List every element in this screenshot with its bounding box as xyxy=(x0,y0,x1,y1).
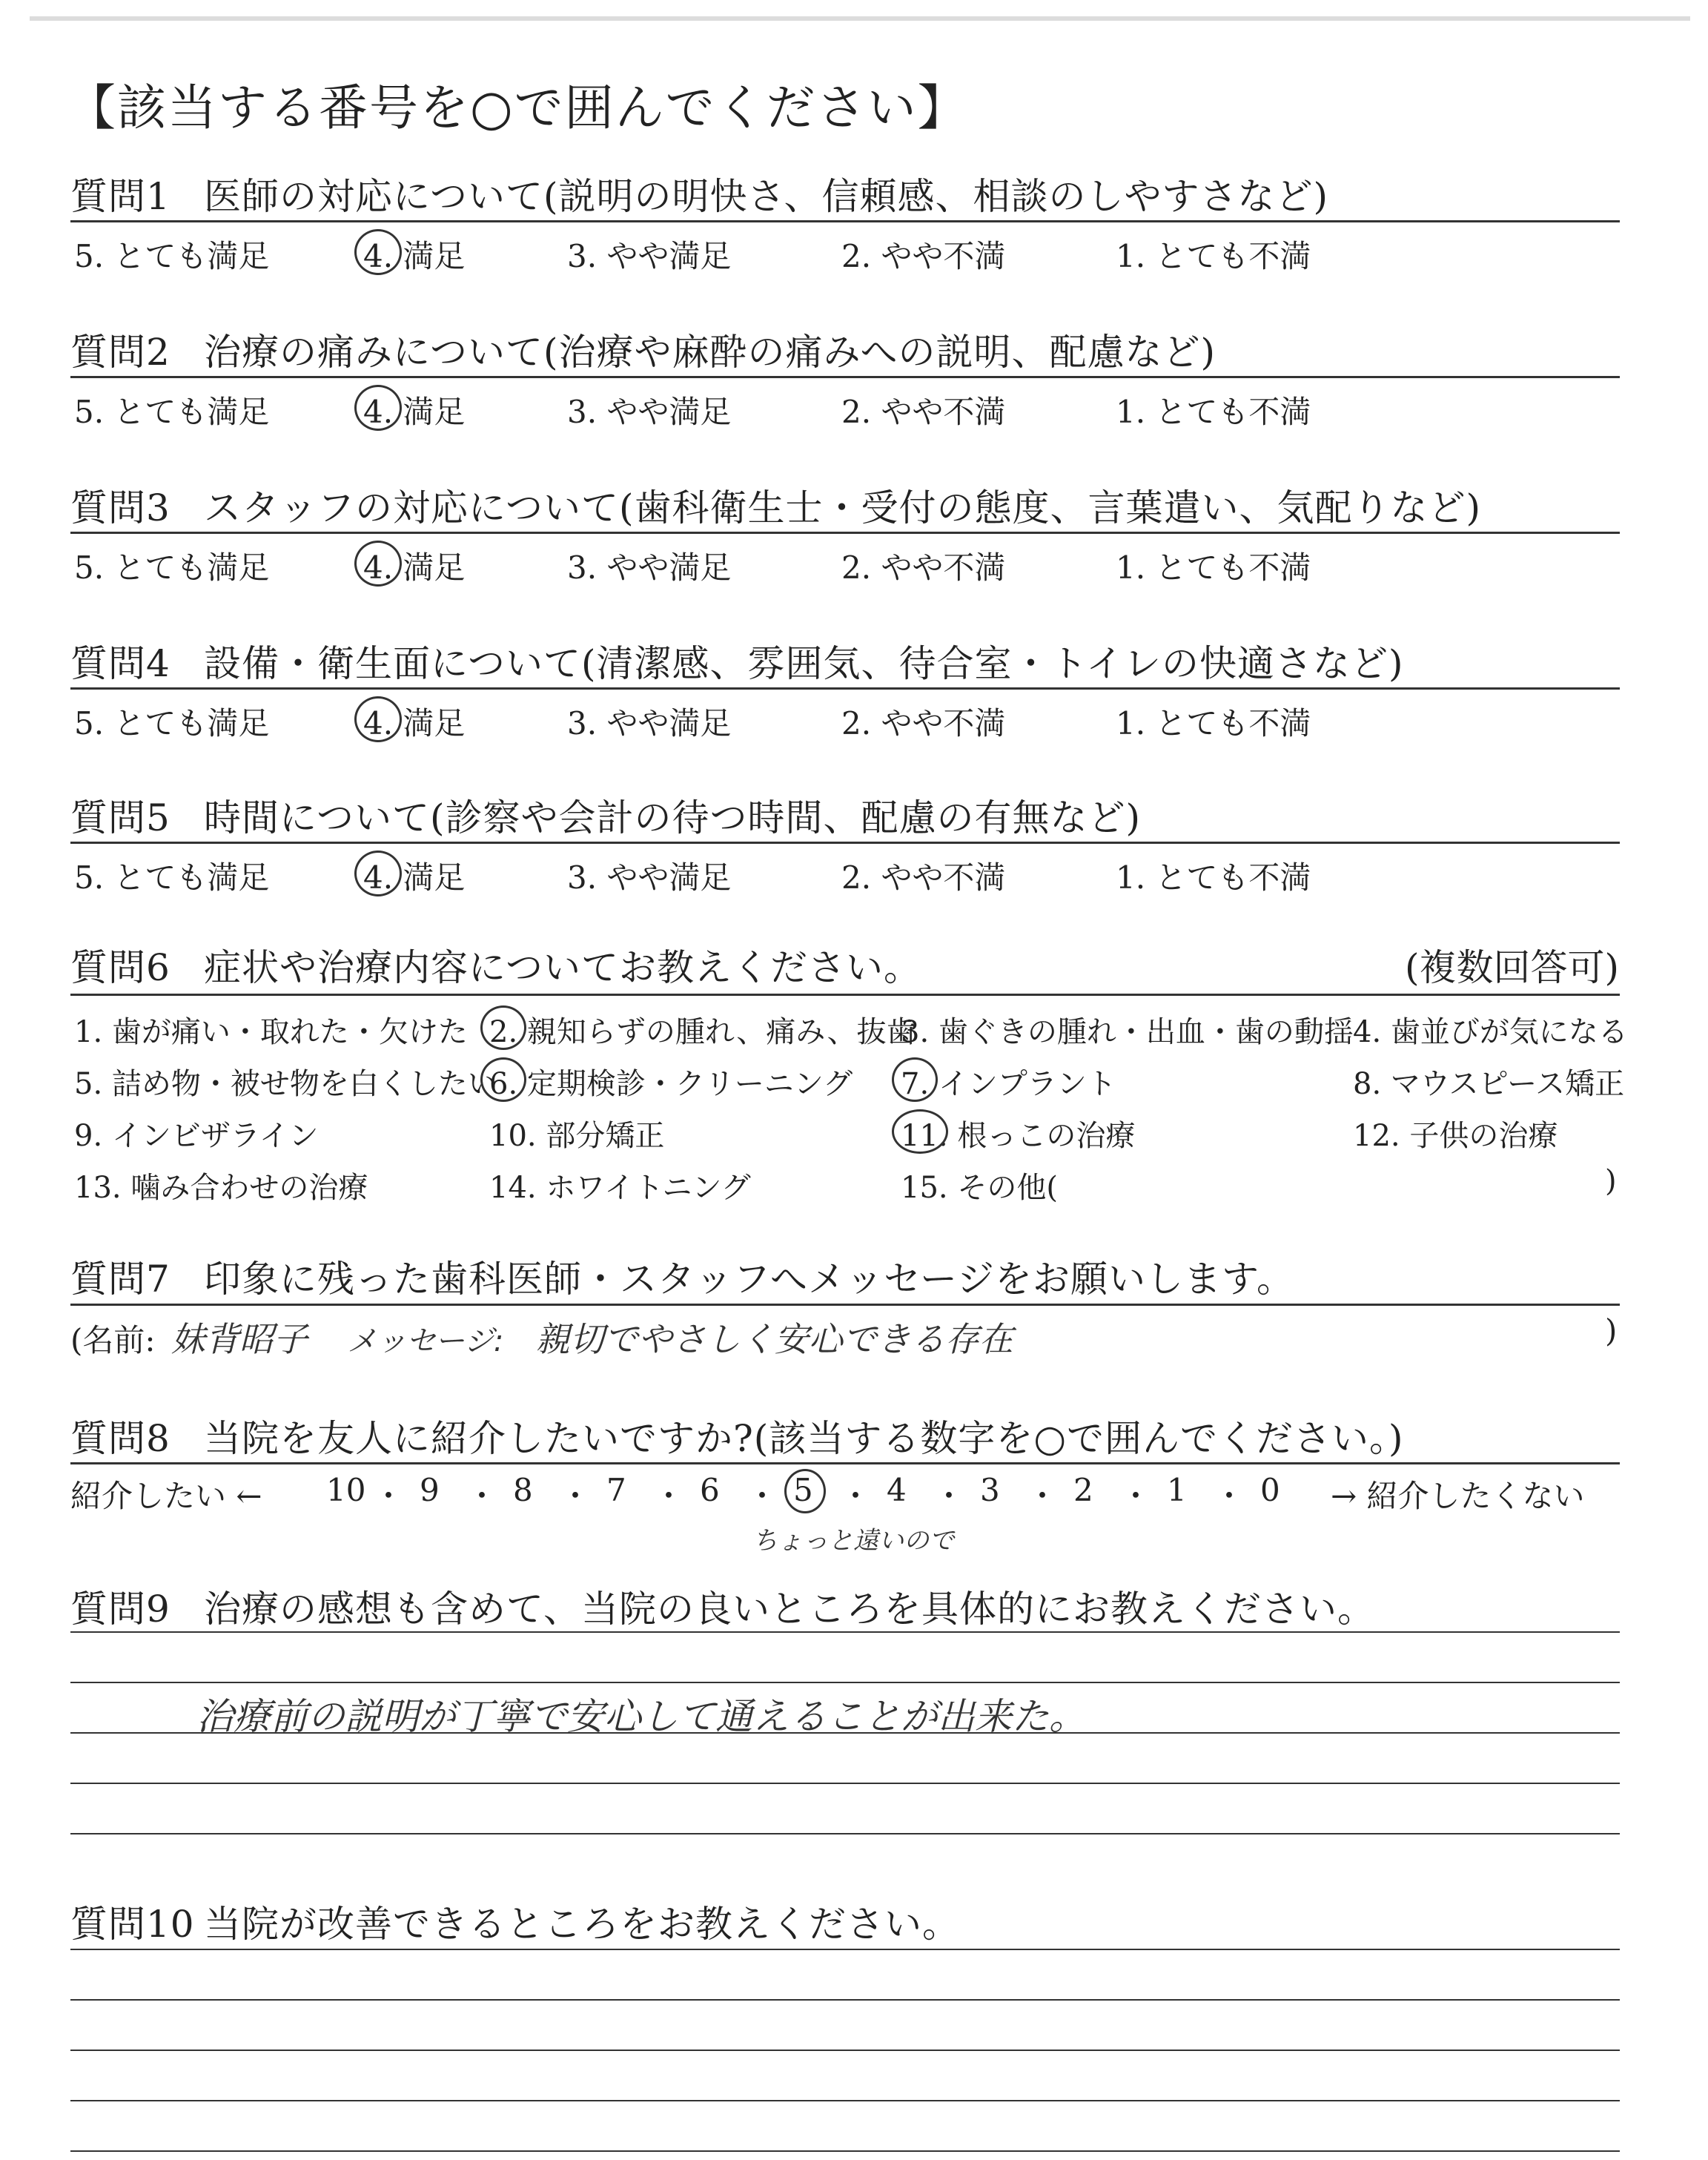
question-number: 質問4 xyxy=(70,642,171,685)
question-text: スタッフの対応について(歯科衛生士・受付の態度、言葉遣い、気配りなど) xyxy=(204,486,1482,529)
question-1 xyxy=(70,167,1328,220)
name-value[interactable]: 妹背昭子 xyxy=(171,1319,308,1359)
question-3 xyxy=(70,478,1481,532)
rating-option[interactable]: 2. やや不満 xyxy=(841,238,1006,274)
rating-option[interactable]: 1. とても不満 xyxy=(1116,238,1311,274)
other-close-paren: ) xyxy=(1605,1164,1617,1198)
answer-line xyxy=(70,1833,1620,1834)
question-rule xyxy=(70,842,1620,844)
question-2 xyxy=(70,323,1216,376)
scale-value[interactable]: 3 xyxy=(980,1472,1000,1508)
rating-option[interactable]: 4. 満足 xyxy=(363,705,466,742)
selected-answer-circle xyxy=(480,1005,526,1050)
symptom-option[interactable]: 8. マウスピース矯正 xyxy=(1353,1067,1625,1101)
name-label: (名前: xyxy=(70,1322,156,1358)
q9-answer[interactable]: 治療前の説明が丁寧で安心して通えることが出来た。 xyxy=(196,1695,1086,1738)
scale-separator: ・ xyxy=(466,1478,498,1514)
symptom-option[interactable]: 12. 子供の治療 xyxy=(1353,1119,1558,1153)
question-text: 時間について(診察や会計の待つ時間、配慮の有無など) xyxy=(204,796,1142,839)
multiple-answer-note: (複数回答可) xyxy=(1404,946,1619,989)
question-number: 質問3 xyxy=(70,486,171,529)
rating-option[interactable]: 3. やや満足 xyxy=(567,705,732,742)
rating-option[interactable]: 5. とても満足 xyxy=(74,238,270,274)
scale-handwritten-note: ちょっと遠いので xyxy=(752,1526,954,1556)
symptom-option[interactable]: 4. 歯並びが気になる xyxy=(1353,1015,1628,1049)
rating-option[interactable]: 4. 満足 xyxy=(363,238,466,274)
question-7-rule xyxy=(70,1304,1620,1306)
rating-option[interactable]: 2. やや不満 xyxy=(841,859,1006,896)
question-8-rule xyxy=(70,1462,1620,1464)
selected-answer-circle xyxy=(480,1057,526,1102)
question-text: 治療の感想も含めて、当院の良いところを具体的にお教えください。 xyxy=(204,1588,1375,1631)
rating-option[interactable]: 5. とても満足 xyxy=(74,705,270,742)
rating-option[interactable]: 4. 満足 xyxy=(363,394,466,430)
rating-option[interactable]: 1. とても不満 xyxy=(1116,549,1311,586)
selected-answer-circle xyxy=(892,1109,948,1154)
symptom-option[interactable]: 6. 定期検診・クリーニング xyxy=(489,1067,853,1101)
message-close: ) xyxy=(1605,1312,1618,1349)
question-number: 質問1 xyxy=(70,175,171,218)
rating-option[interactable]: 5. とても満足 xyxy=(74,859,270,896)
referral-scale xyxy=(70,1472,1620,1516)
rating-option[interactable]: 2. やや不満 xyxy=(841,549,1006,586)
rating-option[interactable]: 3. やや満足 xyxy=(567,859,732,896)
scale-value[interactable]: 10 xyxy=(326,1472,366,1508)
rating-option[interactable]: 5. とても満足 xyxy=(74,549,270,586)
scale-left-label: 紹介したい ← xyxy=(70,1478,262,1514)
question-6 xyxy=(70,938,921,991)
question-number: 質問5 xyxy=(70,796,171,839)
scale-value[interactable]: 9 xyxy=(420,1472,440,1508)
form-heading: 【該当する番号を○で囲んでください】 xyxy=(67,79,968,136)
scale-separator: ・ xyxy=(747,1478,778,1514)
question-text: 症状や治療内容についてお教えください。 xyxy=(204,946,921,989)
question-rule xyxy=(70,687,1620,690)
rating-option[interactable]: 2. やや不満 xyxy=(841,394,1006,430)
selected-answer-circle xyxy=(354,385,402,431)
scale-value[interactable]: 2 xyxy=(1073,1472,1093,1508)
question-number: 質問8 xyxy=(70,1417,171,1460)
rating-option[interactable]: 2. やや不満 xyxy=(841,705,1006,742)
question-8 xyxy=(70,1409,1403,1462)
scale-value[interactable]: 7 xyxy=(606,1472,626,1508)
question-4 xyxy=(70,634,1404,687)
question-number: 質問10 xyxy=(70,1903,195,1946)
scale-value[interactable]: 4 xyxy=(887,1472,907,1508)
rating-option[interactable]: 1. とても不満 xyxy=(1116,705,1311,742)
scale-value[interactable]: 1 xyxy=(1167,1472,1187,1508)
selected-answer-circle xyxy=(892,1057,938,1102)
scale-separator: ・ xyxy=(1214,1478,1245,1514)
answer-line xyxy=(70,2050,1620,2051)
selected-answer-circle xyxy=(354,229,402,275)
symptom-option[interactable]: 15. その他( xyxy=(901,1171,1058,1205)
scale-value[interactable]: 6 xyxy=(700,1472,720,1508)
scale-separator: ・ xyxy=(1120,1478,1152,1514)
question-rule xyxy=(70,376,1620,378)
question-number: 質問6 xyxy=(70,946,171,989)
answer-line xyxy=(70,1631,1620,1633)
question-7 xyxy=(70,1249,1294,1303)
rating-option[interactable]: 5. とても満足 xyxy=(74,394,270,430)
question-rule xyxy=(70,220,1620,222)
answer-line xyxy=(70,1783,1620,1784)
scale-separator: ・ xyxy=(1027,1478,1059,1514)
question-text: 印象に残った歯科医師・スタッフへメッセージをお願いします。 xyxy=(204,1258,1294,1301)
rating-option[interactable]: 1. とても不満 xyxy=(1116,394,1311,430)
symptom-option[interactable]: 7. インプラント xyxy=(901,1067,1116,1101)
scale-separator: ・ xyxy=(373,1478,405,1514)
scale-right-label: → 紹介したくない xyxy=(1331,1478,1585,1514)
selected-answer-circle xyxy=(354,851,402,896)
symptom-option[interactable]: 14. ホワイトニング xyxy=(489,1171,751,1205)
question-6-rule xyxy=(70,994,1620,996)
scale-value[interactable]: 8 xyxy=(513,1472,533,1508)
question-rule xyxy=(70,532,1620,534)
question-text: 当院が改善できるところをお教えください。 xyxy=(204,1903,960,1946)
question-number: 質問2 xyxy=(70,331,171,374)
question-text: 治療の痛みについて(治療や麻酔の痛みへの説明、配慮など) xyxy=(204,331,1217,374)
rating-option[interactable]: 1. とても不満 xyxy=(1116,859,1311,896)
symptom-option[interactable]: 1. 歯が痛い・取れた・欠けた xyxy=(74,1015,468,1049)
scale-separator: ・ xyxy=(933,1478,965,1514)
symptom-option[interactable]: 3. 歯ぐきの腫れ・出血・歯の動揺 xyxy=(901,1015,1354,1049)
selected-answer-circle xyxy=(354,541,402,587)
question-number: 質問9 xyxy=(70,1588,171,1631)
scale-value[interactable]: 5 xyxy=(793,1472,813,1508)
message-label: メッセージ: xyxy=(347,1324,504,1358)
scale-value[interactable]: 0 xyxy=(1260,1472,1280,1508)
rating-option[interactable]: 3. やや満足 xyxy=(567,238,732,274)
question-10 xyxy=(70,1895,960,1948)
rating-option[interactable]: 3. やや満足 xyxy=(567,549,732,586)
answer-line xyxy=(70,1682,1620,1683)
symptom-option[interactable]: 13. 噛み合わせの治療 xyxy=(74,1171,368,1205)
question-number: 質問7 xyxy=(70,1258,171,1301)
answer-line xyxy=(70,2150,1620,2152)
selected-answer-circle xyxy=(784,1469,826,1513)
scale-separator: ・ xyxy=(560,1478,592,1514)
rating-option[interactable]: 4. 満足 xyxy=(363,549,466,586)
rating-option[interactable]: 3. やや満足 xyxy=(567,394,732,430)
question-text: 当院を友人に紹介したいですか?(該当する数字を○で囲んでください。) xyxy=(204,1417,1404,1460)
question-text: 設備・衛生面について(清潔感、雰囲気、待合室・トイレの快適さなど) xyxy=(204,642,1404,685)
symptom-option[interactable]: 2. 親知らずの腫れ、痛み、抜歯 xyxy=(489,1015,916,1049)
symptom-option[interactable]: 9. インビザライン xyxy=(74,1119,319,1153)
message-value[interactable]: 親切でやさしく安心できる存在 xyxy=(535,1319,1013,1359)
rating-option[interactable]: 4. 満足 xyxy=(363,859,466,896)
question-5 xyxy=(70,788,1141,842)
message-line xyxy=(70,1312,1013,1361)
question-9 xyxy=(70,1579,1375,1633)
symptom-option[interactable]: 11. 根っこの治療 xyxy=(901,1119,1136,1153)
page-top-edge xyxy=(30,16,1690,21)
answer-line xyxy=(70,1999,1620,2001)
selected-answer-circle xyxy=(354,696,402,742)
scale-separator: ・ xyxy=(653,1478,685,1514)
question-text: 医師の対応について(説明の明快さ、信頼感、相談のしやすさなど) xyxy=(204,175,1329,218)
answer-line xyxy=(70,1949,1620,1950)
symptom-option[interactable]: 5. 詰め物・被せ物を白くしたい xyxy=(74,1067,497,1101)
symptom-option[interactable]: 10. 部分矯正 xyxy=(489,1119,665,1153)
scale-separator: ・ xyxy=(840,1478,872,1514)
answer-line xyxy=(70,2100,1620,2101)
